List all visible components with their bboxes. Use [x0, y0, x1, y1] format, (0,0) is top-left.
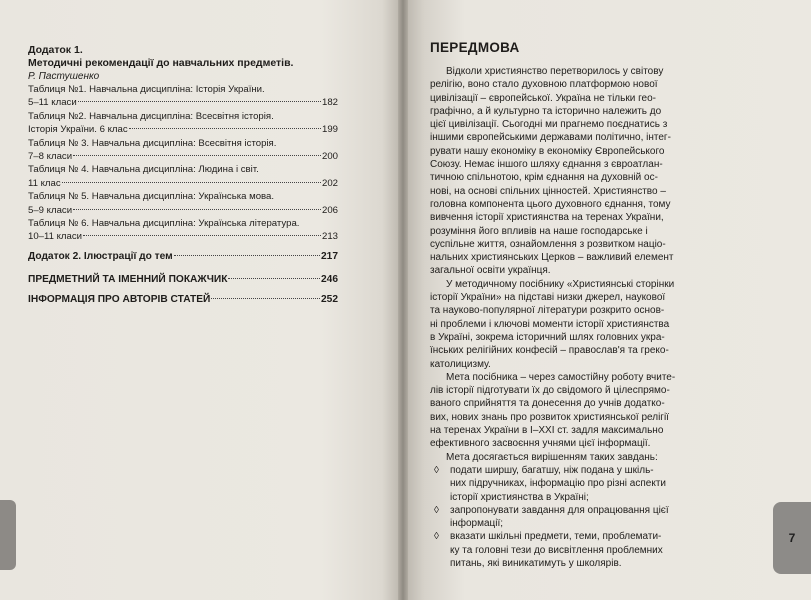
text-line: запропонувати завдання для опрацювання цієї [450, 504, 669, 516]
toc-entry-title: Таблиця №1. Навчальна дисципліна: Історія України. [28, 84, 265, 95]
list-item [430, 504, 692, 531]
toc-entry [28, 217, 338, 244]
text-line: Мета посібника – через самостійну роботу вчите- [446, 371, 676, 383]
toc-entry-line [28, 150, 338, 163]
toc-page-number: 182 [321, 97, 338, 109]
text-line: католицизму. [430, 358, 491, 370]
toc-leader-dots [73, 155, 321, 156]
text-line: та науково-популярної літератури розкрито основ- [430, 305, 665, 317]
toc-leader-dots [83, 235, 321, 236]
text-line: Союзу. Немає іншого шляху єднання з євроатлан- [430, 159, 663, 171]
text-line: ні проблеми і ключові моменти історії християнства [430, 318, 670, 330]
text-line: графічно, а й культурно та історично належить до [430, 105, 662, 117]
task-list [430, 464, 692, 570]
text-line: нові, на основі спільних цінностей. Християнство – [430, 185, 666, 197]
text-line: рувати нашу економіку в економіку Європейського [430, 145, 665, 157]
text-line: головна компонента цього духовного єднання, тому [430, 198, 671, 210]
diamond-bullet-icon: ◊ [434, 464, 439, 476]
preface [430, 40, 692, 570]
toc-index-label: ПРЕДМЕТНИЙ ТА ІМЕННИЙ ПОКАЖЧИК [28, 274, 228, 286]
text-line: цієї цивілізації. Сьогодні ми прагнемо поєднатись з [430, 119, 668, 131]
toc-entry-line [28, 230, 338, 243]
toc-leader-dots [211, 298, 320, 299]
text-line: в Україні, зокрема історичний шлях головних укра- [430, 331, 665, 343]
toc-page-number: 246 [321, 274, 338, 286]
page-number: 7 [788, 531, 796, 545]
paragraph-2 [430, 278, 692, 371]
toc-authors-label: ІНФОРМАЦІЯ ПРО АВТОРІВ СТАТЕЙ [28, 293, 211, 305]
toc-entry-title: Таблиця № 3. Навчальна дисципліна: Всесвітня історія. [28, 137, 277, 149]
toc-entry [28, 190, 338, 217]
paragraph-4 [430, 451, 692, 464]
text-line: ваного сприйняття та донесення до учнів додатко- [430, 398, 665, 410]
text-line: У методичному посібнику «Християнські сторінки [446, 278, 675, 290]
text-line: них підручниках, інформацію про різні аспекти [450, 478, 666, 490]
paragraph-3 [430, 371, 692, 451]
toc-entry-subtitle: 5–9 класи [28, 204, 73, 216]
diamond-bullet-icon: ◊ [434, 504, 439, 516]
text-line: лів історії підготувати їх до свідомого й цілеспрямо- [430, 385, 670, 397]
toc-leader-dots [129, 128, 321, 129]
toc-entry-subtitle: 7–8 класи [28, 151, 73, 163]
toc-page-number: 217 [321, 250, 338, 262]
text-line: подати ширшу, багатшу, ніж подана у шкіль- [450, 464, 654, 476]
text-line: іншими європейськими державами політично, інтег- [430, 132, 671, 144]
text-line: релігію, воно стало духовною платформою нової [430, 79, 658, 91]
toc-entry-subtitle: Історія України. 6 клас [28, 124, 128, 136]
text-line: на теренах України в I–XXI ст. задля максимально [430, 425, 664, 437]
toc-entry-subtitle: 11 клас [28, 177, 61, 189]
appendix1-title: Додаток 1. [28, 44, 83, 56]
toc-entry [28, 163, 338, 190]
text-line: тичною спільнотою, крім єднання на духовній ос- [430, 172, 658, 184]
toc-leader-dots [62, 182, 321, 183]
left-page-edge-tab [0, 500, 16, 570]
toc-page-number: 200 [321, 151, 338, 163]
diamond-bullet-icon: ◊ [434, 531, 439, 543]
toc-entry-title: Таблиця №2. Навчальна дисципліна: Всесвітня історія. [28, 110, 274, 122]
book-gutter [398, 0, 408, 600]
toc-entry-title: Таблиця № 4. Навчальна дисципліна: Людина і світ. [28, 164, 259, 176]
text-line: ефективного засвоєння учнями цієї інформації. [430, 438, 651, 450]
toc-entry-line [28, 204, 338, 217]
text-line: інформації; [450, 518, 504, 530]
toc-entry [28, 83, 338, 110]
toc-leader-dots [228, 278, 320, 279]
toc-entry-title: Таблиця № 5. Навчальна дисципліна: Українська мова. [28, 191, 275, 203]
toc-page-number: 199 [321, 124, 338, 136]
toc-appendix2 [28, 250, 338, 263]
paragraph-1 [430, 65, 692, 278]
text-line: вказати шкільні предмети, теми, проблемати- [450, 531, 662, 543]
toc-spacer [28, 263, 338, 273]
text-line: вих, нових знань про розвиток християнської релігії [430, 411, 669, 423]
toc-index [28, 273, 338, 286]
text-line: суспільне життя, ознайомлення з розвитком націо- [430, 238, 666, 250]
toc-page-number: 206 [321, 204, 338, 216]
toc-leader-dots [73, 209, 321, 210]
preface-heading: ПЕРЕДМОВА [430, 40, 520, 55]
toc-entry-line [28, 177, 338, 190]
text-line: Відколи християнство перетворилось у світову [446, 66, 664, 77]
text-line: історії України» на підставі низки джерел, наукової [430, 292, 666, 304]
text-line: Мета досягається вирішенням таких завдань: [446, 451, 658, 463]
list-item [430, 530, 692, 570]
toc-authors [28, 293, 338, 306]
text-line: питань, які виникатимуть у школярів. [450, 557, 622, 569]
text-line: історії християнства в Україні; [450, 491, 589, 503]
toc-entry-title: Таблиця № 6. Навчальна дисципліна: Українська література. [28, 218, 300, 230]
toc-entry-subtitle: 5–11 класи [28, 97, 77, 109]
toc-appendix2-label: Додаток 2. Ілюстрації до тем [28, 250, 173, 262]
text-line: їнських релігійних конфесій – православ'я та греко- [430, 345, 669, 357]
appendix1-author: Р. Пастушенко [28, 71, 100, 82]
toc-entry [28, 137, 338, 164]
text-line: загальної освіти українця. [430, 265, 551, 277]
text-line: цивілізації – європейської. Україна не тільки гео- [430, 92, 656, 104]
toc-page-number: 252 [321, 293, 338, 305]
toc-entry-line [28, 123, 338, 136]
toc-entry-subtitle: 10–11 класи [28, 231, 83, 243]
toc-page-number: 202 [321, 177, 338, 189]
text-line: ку та головні тези до висвітлення проблемних [450, 544, 663, 556]
page-number-tab [773, 502, 811, 574]
appendix1-subtitle: Методичні рекомендації до навчальних предметів. [28, 57, 294, 69]
toc-leader-dots [174, 255, 320, 256]
list-item [430, 464, 692, 504]
table-of-contents [28, 44, 338, 306]
toc-entry [28, 110, 338, 137]
toc-page-number: 213 [321, 231, 338, 243]
text-line: розуміння його впливів на наше господарське і [430, 225, 648, 237]
toc-leader-dots [78, 101, 321, 102]
toc-entry-line [28, 96, 338, 109]
text-line: нальних християнських Церков – важливий елемент [430, 252, 674, 264]
text-line: вивчення історії християнства на теренах України, [430, 212, 664, 224]
